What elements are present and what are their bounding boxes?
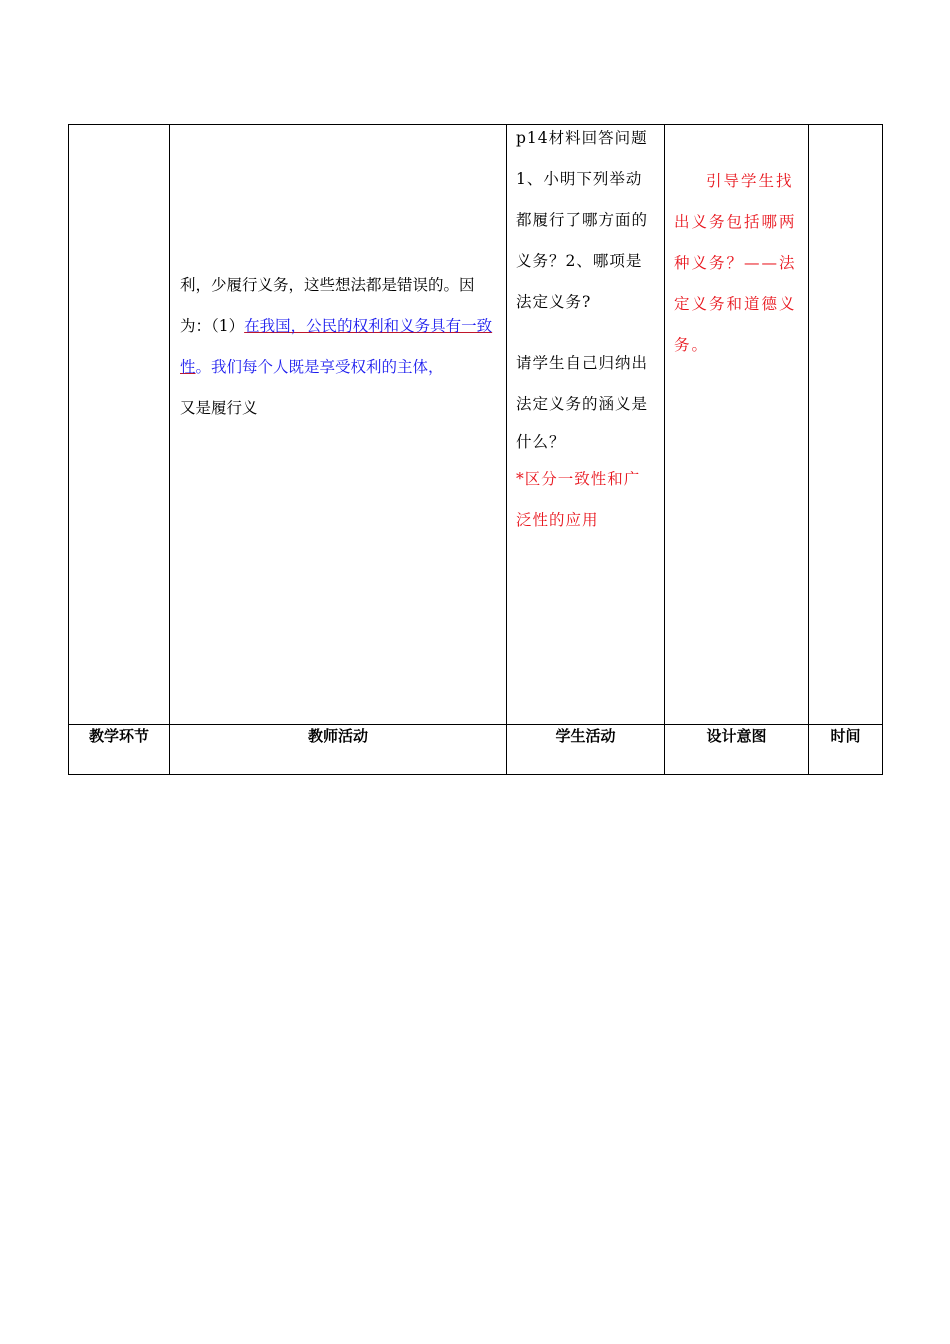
header-time: 时间 xyxy=(809,725,883,775)
teacher-activity-cell xyxy=(170,125,507,725)
underlined-key-point: 在我国，公民的权利和义务具有一致性 xyxy=(180,317,493,376)
student-line: 1、小明下列举动 xyxy=(516,170,643,188)
stage-cell xyxy=(69,125,170,725)
header-student-activity: 学生活动 xyxy=(507,725,665,775)
student-note-line: *区分一致性和广 xyxy=(516,470,641,488)
design-line: 种义务？——法 xyxy=(674,254,797,272)
teacher-line-1: 利，少履行义务，这些想法都是错误的。因 xyxy=(180,276,475,294)
design-line: 定义务和道德义 xyxy=(674,295,797,313)
student-activity-cell xyxy=(507,125,665,725)
content-row xyxy=(69,125,883,725)
student-line: p14材料回答问题 xyxy=(516,129,648,147)
design-intent-cell xyxy=(665,125,809,725)
header-design-intent: 设计意图 xyxy=(665,725,809,775)
teacher-line-2-prefix: 为：（1） xyxy=(180,317,245,335)
header-teacher-activity: 教师活动 xyxy=(170,725,507,775)
student-line: 法定义务? xyxy=(516,293,592,311)
design-line: 务。 xyxy=(674,336,710,354)
time-cell xyxy=(809,125,883,725)
student-line: 都履行了哪方面的 xyxy=(516,211,649,229)
student-line: 什么？ xyxy=(516,433,566,451)
design-line: 引导学生找 xyxy=(706,172,794,190)
student-line: 请学生自己归纳出 xyxy=(516,354,649,372)
teacher-line-4: 又是履行义 xyxy=(180,399,258,417)
design-line: 出义务包括哪两 xyxy=(674,213,797,231)
student-line: 义务？2、哪项是 xyxy=(516,252,643,270)
teacher-line-2 xyxy=(180,306,498,388)
teacher-after-underline: 。我们每个人既是享受权利的主体， xyxy=(195,358,444,376)
lesson-plan-table xyxy=(68,124,883,775)
paragraph-gap xyxy=(516,323,658,343)
student-line: 法定义务的涵义是 xyxy=(516,395,649,413)
header-stage: 教学环节 xyxy=(69,725,170,775)
header-row xyxy=(69,725,883,775)
student-note-line: 泛性的应用 xyxy=(516,511,599,529)
